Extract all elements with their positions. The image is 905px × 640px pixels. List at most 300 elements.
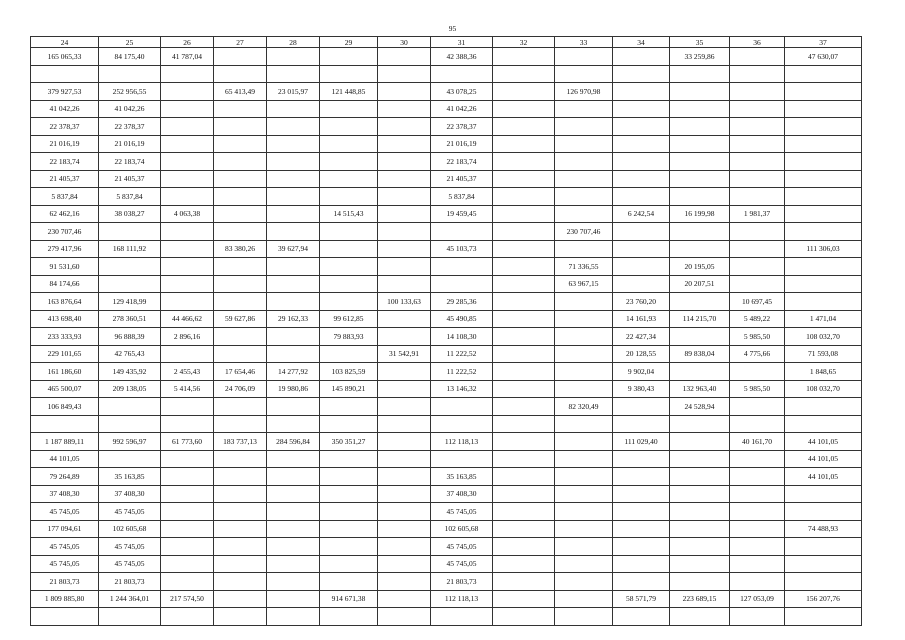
table-cell [214, 153, 267, 171]
table-cell [613, 188, 670, 206]
table-row [31, 450, 862, 468]
table-cell [214, 503, 267, 521]
table-cell: 84 175,40 [99, 48, 161, 66]
table-cell [730, 83, 785, 101]
table-cell [267, 328, 320, 346]
table-cell [99, 398, 161, 416]
table-cell: 233 333,93 [31, 328, 99, 346]
table-cell [161, 223, 214, 241]
table-cell: 145 890,21 [320, 380, 378, 398]
table-cell [730, 415, 785, 433]
table-cell [555, 590, 613, 608]
table-cell [670, 240, 730, 258]
table-cell [378, 555, 431, 573]
table-cell [493, 223, 555, 241]
table-cell [267, 608, 320, 626]
table-cell [267, 450, 320, 468]
table-cell: 102 605,68 [431, 520, 493, 538]
table-row [31, 223, 862, 241]
table-cell: 44 101,05 [785, 433, 862, 451]
table-cell [785, 608, 862, 626]
table-cell [730, 240, 785, 258]
table-cell: 413 698,40 [31, 310, 99, 328]
table-cell [267, 188, 320, 206]
table-cell [320, 275, 378, 293]
table-cell [670, 135, 730, 153]
table-cell: 1 471,04 [785, 310, 862, 328]
table-cell [267, 153, 320, 171]
table-cell [267, 468, 320, 486]
table-cell: 183 737,13 [214, 433, 267, 451]
column-header: 31 [431, 37, 493, 48]
table-cell [267, 205, 320, 223]
table-cell: 17 654,46 [214, 363, 267, 381]
table-cell: 45 745,05 [431, 555, 493, 573]
table-cell [670, 415, 730, 433]
table-cell: 45 745,05 [99, 503, 161, 521]
table-cell [378, 433, 431, 451]
table-cell: 108 032,70 [785, 328, 862, 346]
table-cell [613, 258, 670, 276]
table-cell: 62 462,16 [31, 205, 99, 223]
table-cell: 103 825,59 [320, 363, 378, 381]
table-row [31, 205, 862, 223]
table-cell [613, 485, 670, 503]
table-cell [320, 240, 378, 258]
table-cell [785, 275, 862, 293]
table-cell [555, 608, 613, 626]
table-row [31, 65, 862, 83]
table-cell: 14 277,92 [267, 363, 320, 381]
table-cell [267, 538, 320, 556]
table-cell [613, 555, 670, 573]
table-cell [267, 118, 320, 136]
table-row [31, 345, 862, 363]
table-row [31, 240, 862, 258]
table-cell: 21 803,73 [431, 573, 493, 591]
table-cell [670, 293, 730, 311]
table-cell [378, 188, 431, 206]
table-cell: 58 571,79 [613, 590, 670, 608]
table-cell: 91 531,60 [31, 258, 99, 276]
table-cell [670, 170, 730, 188]
table-cell: 45 103,73 [431, 240, 493, 258]
table-cell [613, 118, 670, 136]
table-cell [613, 468, 670, 486]
table-cell: 21 405,37 [99, 170, 161, 188]
table-cell [320, 170, 378, 188]
table-cell [320, 118, 378, 136]
table-cell [670, 573, 730, 591]
table-cell: 161 186,60 [31, 363, 99, 381]
table-cell: 5 837,84 [99, 188, 161, 206]
table-cell [555, 293, 613, 311]
table-cell: 45 745,05 [31, 538, 99, 556]
table-cell: 217 574,50 [161, 590, 214, 608]
table-cell [730, 48, 785, 66]
table-cell: 65 413,49 [214, 83, 267, 101]
table-cell [161, 100, 214, 118]
table-row [31, 100, 862, 118]
column-header: 26 [161, 37, 214, 48]
table-cell: 21 405,37 [31, 170, 99, 188]
table-cell [161, 555, 214, 573]
table-cell: 35 163,85 [99, 468, 161, 486]
table-cell: 114 215,70 [670, 310, 730, 328]
table-cell [214, 398, 267, 416]
table-cell [785, 293, 862, 311]
table-row [31, 573, 862, 591]
table-cell: 5 837,84 [31, 188, 99, 206]
table-cell [378, 573, 431, 591]
table-cell [31, 608, 99, 626]
table-cell: 102 605,68 [99, 520, 161, 538]
table-cell: 230 707,46 [31, 223, 99, 241]
table-cell: 45 745,05 [431, 503, 493, 521]
table-cell [161, 538, 214, 556]
table-cell [378, 258, 431, 276]
table-cell: 2 896,16 [161, 328, 214, 346]
table-cell [320, 258, 378, 276]
table-cell [493, 310, 555, 328]
table-cell [161, 520, 214, 538]
table-cell [555, 468, 613, 486]
table-cell [161, 468, 214, 486]
table-cell [613, 240, 670, 258]
table-cell: 284 596,84 [267, 433, 320, 451]
column-header: 28 [267, 37, 320, 48]
table-cell: 6 242,54 [613, 205, 670, 223]
table-cell [214, 275, 267, 293]
column-header: 32 [493, 37, 555, 48]
table-cell [785, 555, 862, 573]
table-cell [730, 153, 785, 171]
table-cell [267, 293, 320, 311]
table-cell [730, 170, 785, 188]
table-cell: 11 222,52 [431, 345, 493, 363]
table-cell [378, 83, 431, 101]
table-cell [670, 450, 730, 468]
table-cell [161, 415, 214, 433]
table-cell [670, 188, 730, 206]
table-cell [161, 153, 214, 171]
table-cell [785, 485, 862, 503]
table-cell: 149 435,92 [99, 363, 161, 381]
table-cell: 35 163,85 [431, 468, 493, 486]
table-cell [320, 135, 378, 153]
table-cell: 1 809 885,80 [31, 590, 99, 608]
table-cell: 31 542,91 [378, 345, 431, 363]
table-row [31, 608, 862, 626]
table-cell [214, 608, 267, 626]
table-cell [613, 170, 670, 188]
table-cell: 29 162,33 [267, 310, 320, 328]
column-header: 36 [730, 37, 785, 48]
table-cell: 44 101,05 [31, 450, 99, 468]
table-cell [320, 608, 378, 626]
table-cell: 22 378,37 [31, 118, 99, 136]
table-cell [493, 153, 555, 171]
table-cell [493, 135, 555, 153]
table-cell [555, 485, 613, 503]
table-cell: 19 980,86 [267, 380, 320, 398]
table-cell [493, 118, 555, 136]
table-cell [267, 590, 320, 608]
table-cell [161, 65, 214, 83]
table-cell: 45 745,05 [99, 555, 161, 573]
table-cell [99, 275, 161, 293]
table-cell [378, 223, 431, 241]
table-cell [161, 135, 214, 153]
table-cell [670, 100, 730, 118]
table-cell: 45 745,05 [99, 538, 161, 556]
table-cell [493, 363, 555, 381]
table-cell: 89 838,04 [670, 345, 730, 363]
table-row [31, 520, 862, 538]
table-cell: 13 146,32 [431, 380, 493, 398]
table-cell [378, 65, 431, 83]
table-cell [555, 118, 613, 136]
table-cell [785, 188, 862, 206]
table-cell: 22 183,74 [99, 153, 161, 171]
table-cell [730, 573, 785, 591]
table-cell [378, 450, 431, 468]
table-cell [730, 503, 785, 521]
table-cell [378, 240, 431, 258]
table-cell [431, 275, 493, 293]
table-cell: 106 849,43 [31, 398, 99, 416]
table-cell [378, 485, 431, 503]
table-cell [214, 205, 267, 223]
table-cell: 45 490,85 [431, 310, 493, 328]
table-cell [493, 450, 555, 468]
table-cell [785, 398, 862, 416]
table-cell [214, 485, 267, 503]
table-cell [730, 468, 785, 486]
table-cell [730, 398, 785, 416]
table-cell: 41 042,26 [431, 100, 493, 118]
table-cell [730, 135, 785, 153]
table-cell [670, 503, 730, 521]
table-cell [730, 450, 785, 468]
table-cell [670, 555, 730, 573]
table-cell: 129 418,99 [99, 293, 161, 311]
table-cell [320, 520, 378, 538]
table-cell [320, 485, 378, 503]
table-cell [267, 170, 320, 188]
table-cell: 47 630,07 [785, 48, 862, 66]
table-cell [493, 345, 555, 363]
table-cell [555, 240, 613, 258]
table-cell [785, 205, 862, 223]
table-cell [555, 363, 613, 381]
table-cell: 41 787,04 [161, 48, 214, 66]
table-cell [99, 258, 161, 276]
table-cell [785, 135, 862, 153]
table-cell [493, 170, 555, 188]
table-cell: 914 671,38 [320, 590, 378, 608]
table-cell: 252 956,55 [99, 83, 161, 101]
table-cell: 43 078,25 [431, 83, 493, 101]
table-cell: 5 985,50 [730, 328, 785, 346]
table-cell [161, 188, 214, 206]
table-cell [378, 538, 431, 556]
table-cell [161, 118, 214, 136]
table-cell [493, 83, 555, 101]
table-cell: 177 094,61 [31, 520, 99, 538]
column-header: 25 [99, 37, 161, 48]
table-cell [785, 503, 862, 521]
table-cell [267, 100, 320, 118]
table-cell [214, 573, 267, 591]
table-cell: 45 745,05 [431, 538, 493, 556]
table-cell: 5 489,22 [730, 310, 785, 328]
table-cell: 21 016,19 [31, 135, 99, 153]
table-cell [613, 153, 670, 171]
table-cell: 99 612,85 [320, 310, 378, 328]
table-cell [431, 608, 493, 626]
table-cell [670, 608, 730, 626]
table-cell [730, 555, 785, 573]
table-cell: 23 015,97 [267, 83, 320, 101]
table-cell [613, 100, 670, 118]
table-cell [613, 608, 670, 626]
table-cell: 100 133,63 [378, 293, 431, 311]
table-row [31, 153, 862, 171]
table-cell [378, 118, 431, 136]
table-cell [378, 468, 431, 486]
table-cell: 168 111,92 [99, 240, 161, 258]
table-cell [320, 538, 378, 556]
table-cell [613, 275, 670, 293]
table-cell [785, 153, 862, 171]
table-cell [493, 398, 555, 416]
table-cell [493, 240, 555, 258]
table-cell: 1 848,65 [785, 363, 862, 381]
table-cell [730, 485, 785, 503]
table-cell [670, 520, 730, 538]
table-cell [378, 205, 431, 223]
table-cell [161, 293, 214, 311]
table-cell [320, 398, 378, 416]
table-cell [555, 345, 613, 363]
table-cell [670, 328, 730, 346]
table-cell [161, 345, 214, 363]
table-row [31, 398, 862, 416]
table-cell [493, 65, 555, 83]
table-cell: 14 108,30 [431, 328, 493, 346]
table-cell: 21 016,19 [431, 135, 493, 153]
table-cell [670, 538, 730, 556]
table-cell: 20 128,55 [613, 345, 670, 363]
table-cell [613, 65, 670, 83]
table-cell: 71 593,08 [785, 345, 862, 363]
table-row [31, 310, 862, 328]
table-row [31, 293, 862, 311]
table-cell [320, 468, 378, 486]
column-header: 30 [378, 37, 431, 48]
table-cell [670, 223, 730, 241]
table-cell [555, 450, 613, 468]
table-row [31, 258, 862, 276]
table-cell [320, 153, 378, 171]
table-cell [214, 188, 267, 206]
table-cell [378, 590, 431, 608]
table-cell: 42 388,36 [431, 48, 493, 66]
table-cell [555, 205, 613, 223]
table-cell: 44 466,62 [161, 310, 214, 328]
table-cell [613, 83, 670, 101]
table-cell [493, 538, 555, 556]
table-cell: 5 837,84 [431, 188, 493, 206]
table-cell: 14 161,93 [613, 310, 670, 328]
table-cell [785, 415, 862, 433]
table-cell: 108 032,70 [785, 380, 862, 398]
table-cell: 14 515,43 [320, 205, 378, 223]
table-cell [320, 415, 378, 433]
table-cell [493, 468, 555, 486]
table-row [31, 328, 862, 346]
table-cell: 59 627,86 [214, 310, 267, 328]
table-cell [493, 275, 555, 293]
table-cell [730, 258, 785, 276]
table-cell [320, 65, 378, 83]
table-cell [493, 590, 555, 608]
table-cell [378, 363, 431, 381]
table-cell [730, 118, 785, 136]
table-cell: 41 042,26 [99, 100, 161, 118]
table-cell [493, 188, 555, 206]
table-row [31, 118, 862, 136]
table-cell: 96 888,39 [99, 328, 161, 346]
table-cell [214, 258, 267, 276]
table-cell [493, 100, 555, 118]
table-cell [555, 538, 613, 556]
column-header: 29 [320, 37, 378, 48]
table-cell [267, 520, 320, 538]
table-cell [320, 345, 378, 363]
table-cell: 23 760,20 [613, 293, 670, 311]
table-cell: 22 378,37 [99, 118, 161, 136]
table-row [31, 170, 862, 188]
table-cell [378, 275, 431, 293]
table-cell [267, 258, 320, 276]
table-cell: 21 803,73 [31, 573, 99, 591]
table-cell [613, 538, 670, 556]
table-cell [161, 170, 214, 188]
table-cell [161, 503, 214, 521]
table-cell [161, 450, 214, 468]
table-cell [730, 65, 785, 83]
table-cell: 132 963,40 [670, 380, 730, 398]
table-cell: 24 706,09 [214, 380, 267, 398]
table-row [31, 590, 862, 608]
table-cell [31, 65, 99, 83]
table-cell [214, 450, 267, 468]
table-cell [378, 328, 431, 346]
data-table [30, 36, 862, 626]
table-cell [99, 415, 161, 433]
table-cell [99, 223, 161, 241]
table-cell: 37 408,30 [99, 485, 161, 503]
table-cell [555, 153, 613, 171]
table-cell [378, 608, 431, 626]
table-row [31, 380, 862, 398]
table-cell [785, 223, 862, 241]
table-cell: 4 775,66 [730, 345, 785, 363]
table-cell [730, 363, 785, 381]
table-cell: 29 285,36 [431, 293, 493, 311]
